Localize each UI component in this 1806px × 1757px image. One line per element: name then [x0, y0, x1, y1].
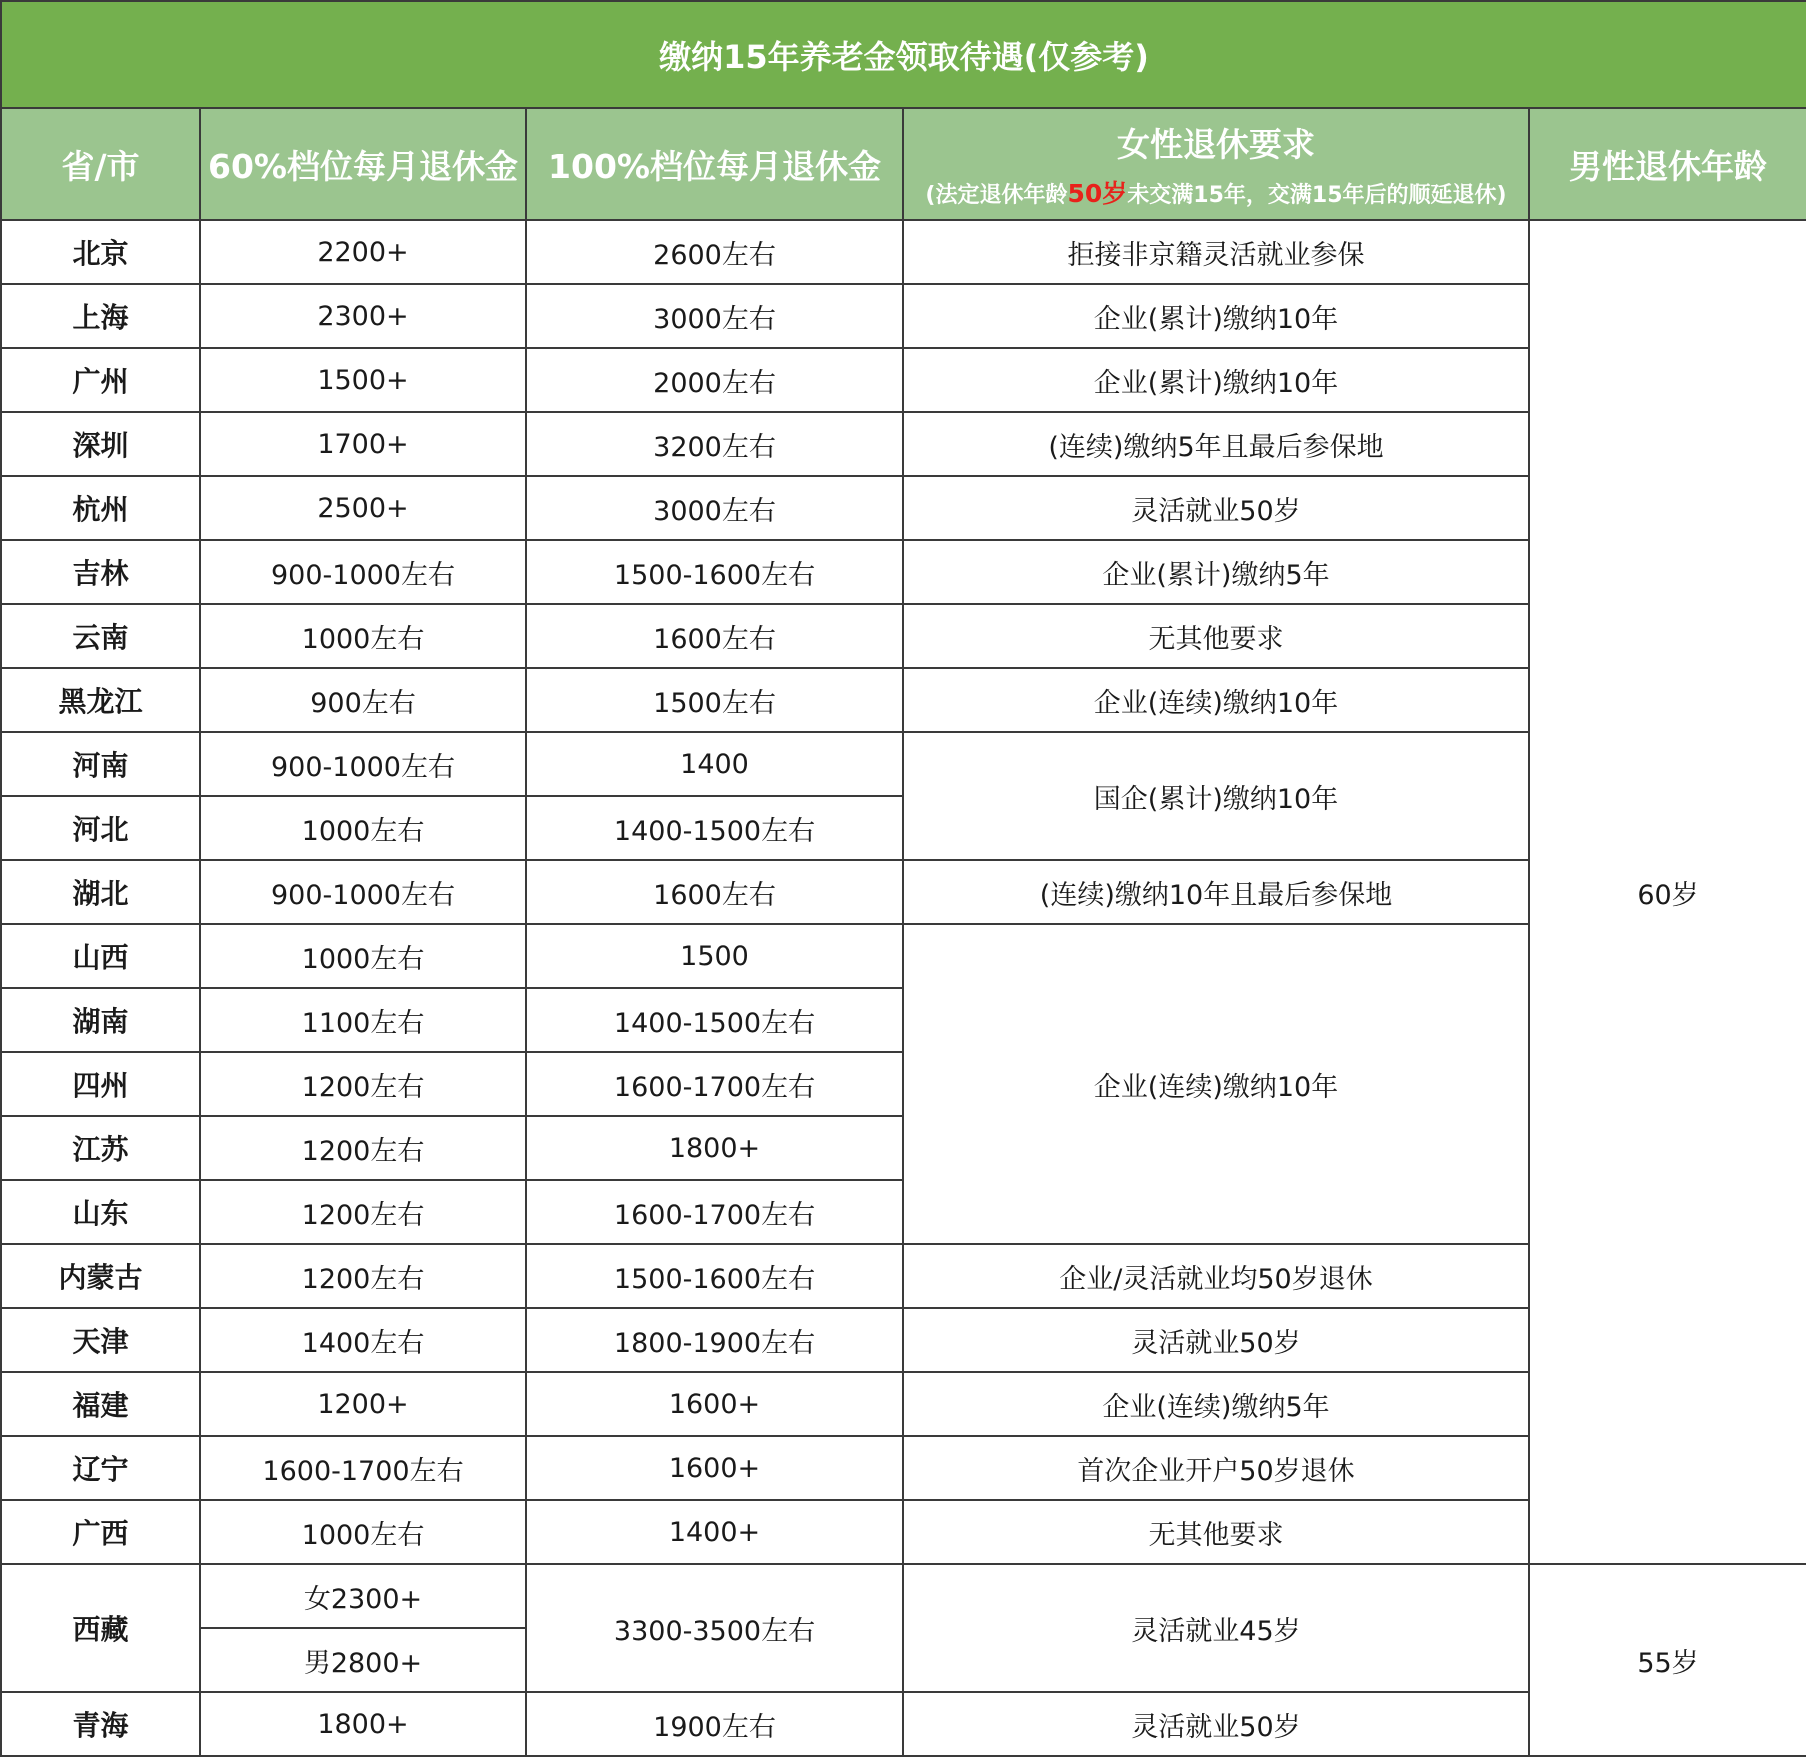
- pension-100-cell: 3300-3500左右: [526, 1564, 903, 1692]
- pension-60-cell: 2500+: [200, 476, 526, 540]
- pension-100-cell: 1500-1600左右: [526, 540, 903, 604]
- male-age-cell: 55岁: [1529, 1564, 1806, 1756]
- pension-60-cell: 900-1000左右: [200, 732, 526, 796]
- pension-100-cell: 2000左右: [526, 348, 903, 412]
- header-pension-100: 100%档位每月退休金: [526, 108, 903, 220]
- header-province: 省/市: [1, 108, 200, 220]
- pension-100-cell: 1800-1900左右: [526, 1308, 903, 1372]
- pension-60-cell: 1200+: [200, 1372, 526, 1436]
- province-cell: 青海: [1, 1692, 200, 1756]
- province-cell: 辽宁: [1, 1436, 200, 1500]
- male-age-cell: 60岁: [1529, 220, 1806, 1564]
- province-cell: 湖南: [1, 988, 200, 1052]
- province-cell: 杭州: [1, 476, 200, 540]
- pension-100-cell: 2600左右: [526, 220, 903, 284]
- pension-100-cell: 1600-1700左右: [526, 1052, 903, 1116]
- pension-100-cell: 1400: [526, 732, 903, 796]
- pension-100-cell: 1400+: [526, 1500, 903, 1564]
- pension-60-cell: 1800+: [200, 1692, 526, 1756]
- female-requirement-cell: (连续)缴纳10年且最后参保地: [903, 860, 1529, 924]
- female-requirement-cell: 企业(累计)缴纳10年: [903, 348, 1529, 412]
- pension-100-cell: 1400-1500左右: [526, 796, 903, 860]
- female-requirement-cell: 灵活就业50岁: [903, 476, 1529, 540]
- note-prefix: (法定退休年龄: [925, 182, 1068, 208]
- header-female-requirement-note: [904, 174, 1528, 210]
- province-cell: 上海: [1, 284, 200, 348]
- pension-60-cell: 1600-1700左右: [200, 1436, 526, 1500]
- table-row: [1, 1564, 1806, 1628]
- table-row: [1, 220, 1806, 284]
- province-cell: 河北: [1, 796, 200, 860]
- pension-60-cell: 1500+: [200, 348, 526, 412]
- female-requirement-cell: 企业(连续)缴纳10年: [903, 668, 1529, 732]
- pension-60-cell: 1100左右: [200, 988, 526, 1052]
- female-requirement-cell: 企业(连续)缴纳10年: [903, 924, 1529, 1244]
- header-pension-60: 60%档位每月退休金: [200, 108, 526, 220]
- province-cell: 河南: [1, 732, 200, 796]
- pension-60-cell: 1200左右: [200, 1244, 526, 1308]
- female-requirement-cell: 国企(累计)缴纳10年: [903, 732, 1529, 860]
- pension-100-cell: 1400-1500左右: [526, 988, 903, 1052]
- pension-60-cell: 1000左右: [200, 1500, 526, 1564]
- pension-100-cell: 3200左右: [526, 412, 903, 476]
- province-cell: 北京: [1, 220, 200, 284]
- note-suffix: 未交满15年，交满15年后的顺延退休): [1127, 182, 1507, 208]
- pension-100-cell: 1900左右: [526, 1692, 903, 1756]
- table-title: 缴纳15年养老金领取待遇(仅参考): [1, 1, 1806, 108]
- pension-60-cell: 900-1000左右: [200, 540, 526, 604]
- header-male-age: 男性退休年龄: [1529, 108, 1806, 220]
- pension-100-cell: 1500左右: [526, 668, 903, 732]
- pension-60-cell: 1000左右: [200, 796, 526, 860]
- pension-100-cell: 1600-1700左右: [526, 1180, 903, 1244]
- pension-100-cell: 1500-1600左右: [526, 1244, 903, 1308]
- female-requirement-cell: 首次企业开户50岁退休: [903, 1436, 1529, 1500]
- female-requirement-cell: 灵活就业50岁: [903, 1692, 1529, 1756]
- pension-60-cell: 2300+: [200, 284, 526, 348]
- province-cell: 广西: [1, 1500, 200, 1564]
- note-highlight: 50岁: [1067, 178, 1128, 208]
- province-cell: 湖北: [1, 860, 200, 924]
- female-requirement-cell: 拒接非京籍灵活就业参保: [903, 220, 1529, 284]
- female-requirement-cell: 企业(累计)缴纳5年: [903, 540, 1529, 604]
- header-female-requirement: [903, 108, 1529, 220]
- pension-100-cell: 1600左右: [526, 860, 903, 924]
- pension-60-male-cell: 男2800+: [200, 1628, 526, 1692]
- province-cell: 黑龙江: [1, 668, 200, 732]
- female-requirement-cell: (连续)缴纳5年且最后参保地: [903, 412, 1529, 476]
- pension-60-cell: 1400左右: [200, 1308, 526, 1372]
- pension-100-cell: 1800+: [526, 1116, 903, 1180]
- female-requirement-cell: 灵活就业50岁: [903, 1308, 1529, 1372]
- pension-60-female-cell: 女2300+: [200, 1564, 526, 1628]
- province-cell: 天津: [1, 1308, 200, 1372]
- pension-60-cell: 900-1000左右: [200, 860, 526, 924]
- pension-60-cell: 1000左右: [200, 924, 526, 988]
- province-cell: 吉林: [1, 540, 200, 604]
- province-cell: 江苏: [1, 1116, 200, 1180]
- pension-100-cell: 1600+: [526, 1436, 903, 1500]
- province-cell: 福建: [1, 1372, 200, 1436]
- female-requirement-cell: 无其他要求: [903, 604, 1529, 668]
- female-requirement-cell: 无其他要求: [903, 1500, 1529, 1564]
- pension-100-cell: 1600左右: [526, 604, 903, 668]
- province-cell: 山东: [1, 1180, 200, 1244]
- header-row: [1, 108, 1806, 220]
- pension-100-cell: 3000左右: [526, 476, 903, 540]
- province-cell: 内蒙古: [1, 1244, 200, 1308]
- female-requirement-cell: 企业(累计)缴纳10年: [903, 284, 1529, 348]
- pension-100-cell: 3000左右: [526, 284, 903, 348]
- pension-60-cell: 900左右: [200, 668, 526, 732]
- female-requirement-cell: 企业/灵活就业均50岁退休: [903, 1244, 1529, 1308]
- female-requirement-cell: 灵活就业45岁: [903, 1564, 1529, 1692]
- pension-60-cell: 1700+: [200, 412, 526, 476]
- pension-60-cell: 2200+: [200, 220, 526, 284]
- header-female-requirement-title: 女性退休要求: [1117, 124, 1315, 164]
- province-cell: 山西: [1, 924, 200, 988]
- pension-100-cell: 1600+: [526, 1372, 903, 1436]
- province-cell: 深圳: [1, 412, 200, 476]
- pension-100-cell: 1500: [526, 924, 903, 988]
- province-cell: 云南: [1, 604, 200, 668]
- pension-60-cell: 1200左右: [200, 1116, 526, 1180]
- female-requirement-cell: 企业(连续)缴纳5年: [903, 1372, 1529, 1436]
- province-cell: 广州: [1, 348, 200, 412]
- province-cell: 四州: [1, 1052, 200, 1116]
- pension-60-cell: 1200左右: [200, 1180, 526, 1244]
- pension-60-cell: 1200左右: [200, 1052, 526, 1116]
- title-row: [1, 1, 1806, 108]
- pension-60-cell: 1000左右: [200, 604, 526, 668]
- province-cell: 西藏: [1, 1564, 200, 1692]
